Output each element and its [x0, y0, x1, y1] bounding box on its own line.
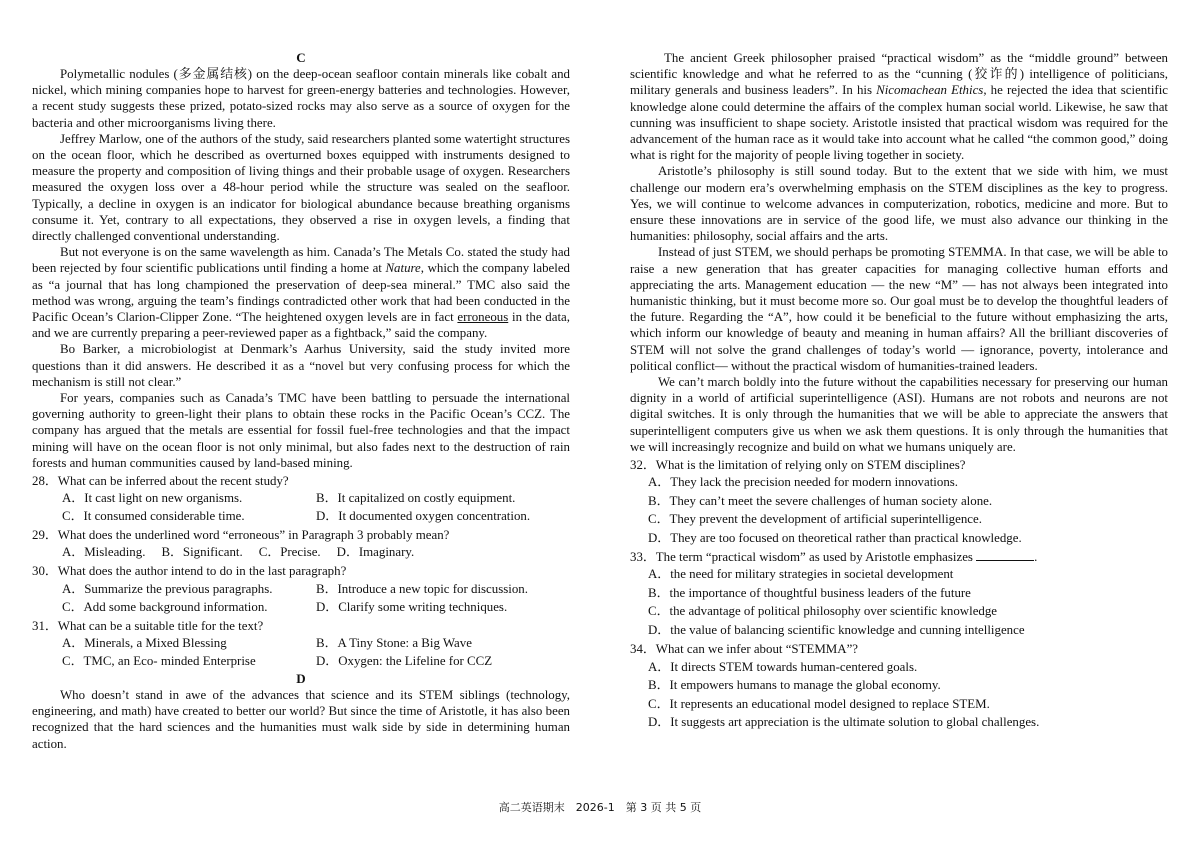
- option-b: B．Significant.: [161, 545, 243, 560]
- option-d: D．Clarify some writing techniques.: [316, 599, 508, 614]
- option-d: D．the value of balancing scientific knowledge and cunning intelligence: [648, 622, 1025, 637]
- section-c-heading: C: [296, 50, 306, 65]
- question-30: [32, 563, 570, 615]
- answer-blank: [976, 549, 1034, 561]
- question-stem: 30．What does the author intend to do in the last paragraph?: [32, 564, 347, 579]
- option-b: B．Introduce a new topic for discussion.: [316, 581, 528, 596]
- question-stem: 31．What can be a suitable title for the text?: [32, 618, 264, 633]
- question-33: [630, 549, 1168, 639]
- option-d: D．Imaginary.: [336, 545, 415, 560]
- question-31: [32, 618, 570, 670]
- question-28: [32, 473, 570, 525]
- option-d: D．It documented oxygen concentration.: [316, 509, 531, 524]
- passage-c-paragraph-1: Polymetallic nodules (多金属结核) on the deep-ocean seafloor contain minerals like cobalt and nickel, which mining companies hope to harvest for green-energy batteries and technologies. However, a recent study suggests these prized, potato-sized rocks may also serve as a source of oxygen for the bacteria and other microorganisms living there.: [32, 67, 570, 130]
- question-stem: [630, 549, 1168, 565]
- passage-d-p2-text-a: The ancient Greek philosopher praised “practical wisdom” as the “middle ground” between scientific knowledge and what he referred to as the “cunning (狡诈的) intelligence of politicians, military generals and business leaders”. In his: [630, 51, 1168, 98]
- passage-d-paragraph-2: [630, 50, 1168, 163]
- question-stem: 29．What does the underlined word “erroneous” in Paragraph 3 probably mean?: [32, 528, 450, 543]
- option-d: D．They are too focused on theoretical rather than practical knowledge.: [648, 530, 1022, 545]
- option-c: C．It represents an educational model designed to replace STEM.: [648, 696, 990, 711]
- option-b: B．It capitalized on costly equipment.: [316, 491, 516, 506]
- option-b: B．They can’t meet the severe challenges of human society alone.: [648, 493, 993, 508]
- option-b: B．It empowers humans to manage the global economy.: [648, 678, 941, 693]
- option-c: C．It consumed considerable time.: [62, 509, 245, 524]
- passage-c-paragraph-3: [32, 244, 570, 341]
- right-column: [630, 50, 1168, 732]
- option-a: A．It directs STEM towards human-centered goals.: [648, 659, 918, 674]
- option-c: C．They prevent the development of artificial superintelligence.: [648, 512, 982, 527]
- question-stem: 34．What can we infer about “STEMMA”?: [630, 642, 859, 657]
- passage-c-p3-text-a: But not everyone is on the same wavelength as him. Canada’s The Metals Co. stated the study had been rejected by four scientific publications until finding a home at: [32, 245, 570, 276]
- passage-d-paragraph-5: We can’t march boldly into the future without the capabilities necessary for preserving our human dignity in a world of artificial superintelligence (ASI). Humans are not robots and neurons are not digital switches. It is only through the humanities that we will be able to appreciate the answers that superintelligent computers give us when we ask them questions. It is only through the humanities that we will increasingly recognize and build on what we humans uniquely are.: [630, 375, 1168, 454]
- option-b: B．A Tiny Stone: a Big Wave: [316, 635, 472, 650]
- book-title: Nicomachean Ethics: [876, 83, 984, 98]
- passage-c-paragraph-4: Bo Barker, a microbiologist at Denmark’s Aarhus University, said the study invited more questions than it did answers. He described it as a “novel but very confusing process for which the mechanism is still not clear.”: [32, 342, 570, 389]
- option-b: B．the importance of thoughtful business leaders of the future: [648, 585, 971, 600]
- question-stem-end: .: [1034, 550, 1038, 565]
- option-a: A．They lack the precision needed for modern innovations.: [648, 475, 958, 490]
- option-d: D．It suggests art appreciation is the ultimate solution to global challenges.: [648, 715, 1040, 730]
- passage-d-p2-text-b: , he rejected the idea that scientific knowledge alone could determine the affairs of the complex human social world. Likewise, he saw that cunning was insufficient to shape society. Aristotle insisted that practical wisdom was required for the advancement of the human race as it would take into account what he called “the common good,” doing what is right for the majority of people living together in society.: [630, 83, 1168, 163]
- option-a: A．It cast light on new organisms.: [62, 491, 243, 506]
- section-d-heading: D: [296, 670, 306, 686]
- option-c: C．TMC, an Eco- minded Enterprise: [62, 653, 256, 668]
- option-c: C．Precise.: [258, 545, 321, 560]
- passage-d-paragraph-1: Who doesn’t stand in awe of the advances that science and its STEM siblings (technology, engineering, and math) have created to better our world? But since the time of Aristotle, it has also been recognized that the hard sciences and the humanities must walk side by side in determining human action.: [32, 687, 570, 751]
- left-column: [32, 50, 570, 752]
- passage-c-paragraph-5: For years, companies such as Canada’s TMC have been battling to persuade the international governing authority to green-light their plans to obtain these rocks in the Pacific Ocean’s CCZ. The company has argued that the metals are essential for fossil fuel-free technologies and that the impact mining will have on the ocean floor is not only minimal, but also fades next to the destruction of rain forests and human communities caused by land-based mining.: [32, 391, 570, 470]
- journal-name: Nature: [385, 261, 421, 276]
- passage-c-paragraph-2: Jeffrey Marlow, one of the authors of the study, said researchers planted some watertight structures on the ocean floor, which he described as overturned boxes equipped with instruments designed to measure the property and composition of living things and their probable usage of oxygen. Researchers measured the oxygen loss over a 48-hour period while the structure was sealed on the seafloor. Typically, a decline in oxygen is an indicator for biological abundance because breathing organisms consume it. Yet, contrary to all expectations, they observed a rise in oxygen levels, a finding that directly challenged conventional understanding.: [32, 131, 570, 244]
- option-c: C．the advantage of political philosophy over scientific knowledge: [648, 604, 998, 619]
- question-29: [32, 527, 570, 561]
- underlined-word: erroneous: [457, 310, 509, 325]
- option-a: A．Minerals, a Mixed Blessing: [62, 635, 227, 650]
- question-stem: 32．What is the limitation of relying only on STEM disciplines?: [630, 458, 966, 473]
- option-a: A．Misleading.: [62, 545, 146, 560]
- option-a: A．the need for military strategies in societal development: [648, 567, 954, 582]
- passage-d-paragraph-4: Instead of just STEM, we should perhaps be promoting STEMMA. In that case, we will be able to raise a new generation that has greater capacities for managing collective human efforts and appreciating the arts. Management education — the new “M” — has not always been integrated into humanistic thinking, but it must become more so. Our goal must be to develop the thoughtful leaders of the future. Regarding the “A”, how could it be beneficial to the future without emphasizing the arts, which inform our knowledge of beauty and meaning in human affairs? All the brilliant discoveries of STEM will not solve the grand challenges of today’s world — ignorance, poverty, intolerance and political conflict— without the practical wisdom of humanities-trained leaders.: [630, 245, 1168, 373]
- question-32: [630, 457, 1168, 547]
- question-stem: 28．What can be inferred about the recent study?: [32, 474, 289, 489]
- option-d: D．Oxygen: the Lifeline for CCZ: [316, 653, 493, 668]
- passage-d-paragraph-3: Aristotle’s philosophy is still sound today. But to the extent that we side with him, we must challenge our modern era’s overwhelming emphasis on the STEM disciplines as the key to progress. Yes, we will continue to welcome advances in computerization, robotics, medicine and more. But to ensure these innovations are in service of the good life, we must also advance our thinking in the humanities: philosophy, social affairs and the arts.: [630, 164, 1168, 244]
- question-stem-text: 33．The term “practical wisdom” as used by Aristotle emphasizes: [630, 550, 977, 565]
- question-34: [630, 641, 1168, 731]
- passage-c-p3-text-c: in the data, and we are currently preparing a peer-reviewed paper as a fightback,” said the company.: [32, 310, 570, 341]
- passage-c-p3-text-b: , which the company labeled as “a journal that has long championed the preservation of deep-sea mineral.” TMC also said the method was wrong, arguing the team’s findings contradicted other work that had been conducted in the Pacific Ocean’s Clarion-Clipper Zone. “The heightened oxygen levels are in fact: [32, 261, 570, 325]
- page-footer: 高二英语期末 2026-1 第 3 页 共 5 页: [498, 801, 702, 814]
- option-c: C．Add some background information.: [62, 599, 268, 614]
- option-a: A．Summarize the previous paragraphs.: [62, 581, 273, 596]
